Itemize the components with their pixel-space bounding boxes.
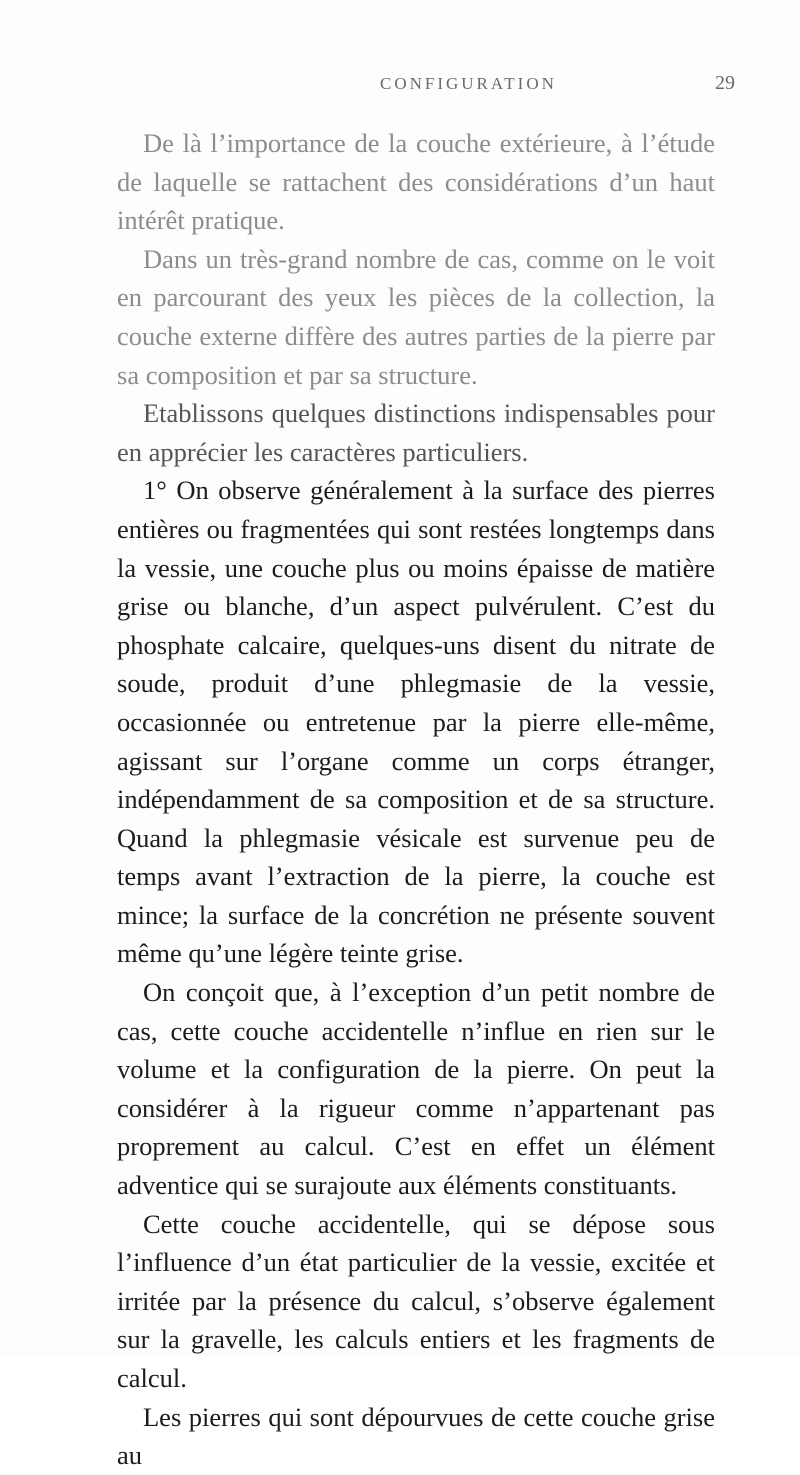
paragraph: Etablissons quelques distinctions indispensables pour en apprécier les caractères particuliers.	[117, 398, 715, 467]
paragraph: On conçoit que, à l’exception d’un petit nombre de cas, cette couche accidentelle n’influe en rien sur le volume et la configuration de la pierre. On peut la considérer à la rigueur comme n’appartenant pas proprement au calcul. C’est en effet un élément adventice qui se surajoute aux éléments constituants.	[117, 977, 715, 1201]
body-text	[117, 124, 715, 1475]
paragraph: De là l’importance de la couche extérieure, à l’étude de laquelle se rattachent des considérations d’un haut intérêt pratique.	[117, 128, 715, 236]
paragraph: 1° On observe généralement à la surface des pierres entières ou fragmentées qui sont restées longtemps dans la vessie, une couche plus ou moins épaisse de matière grise ou blanche, d’un aspect pulvérulent. C’est du phosphate calcaire, quelques-uns disent du nitrate de soude, produit d’une phlegmasie de la vessie, occasionnée ou entretenue par la pierre elle-même, agissant sur l’organe comme un corps étranger, indépendamment de sa composition et de sa structure. Quand la phlegmasie vésicale est survenue peu de temps avant l’extraction de la pierre, la couche est mince; la surface de la concrétion ne présente souvent même qu’une légère teinte grise.	[117, 475, 715, 969]
paragraph: Cette couche accidentelle, qui se dépose sous l’influence d’un état particulier de la vessie, excitée et irritée par la présence du calcul, s’observe également sur la gravelle, les calculs entiers et les fragments de calcul.	[117, 1208, 715, 1393]
page-number: 29	[715, 72, 735, 94]
paragraph: Les pierres qui sont dépourvues de cette couche grise au	[117, 1401, 715, 1471]
running-head	[0, 74, 800, 104]
paragraph: Dans un très-grand nombre de cas, comme on le voit en parcourant des yeux les pièces de la collection, la couche externe diffère des autres parties de la pierre par sa composition et par sa structure.	[117, 243, 715, 390]
running-title: CONFIGURATION	[380, 74, 557, 93]
